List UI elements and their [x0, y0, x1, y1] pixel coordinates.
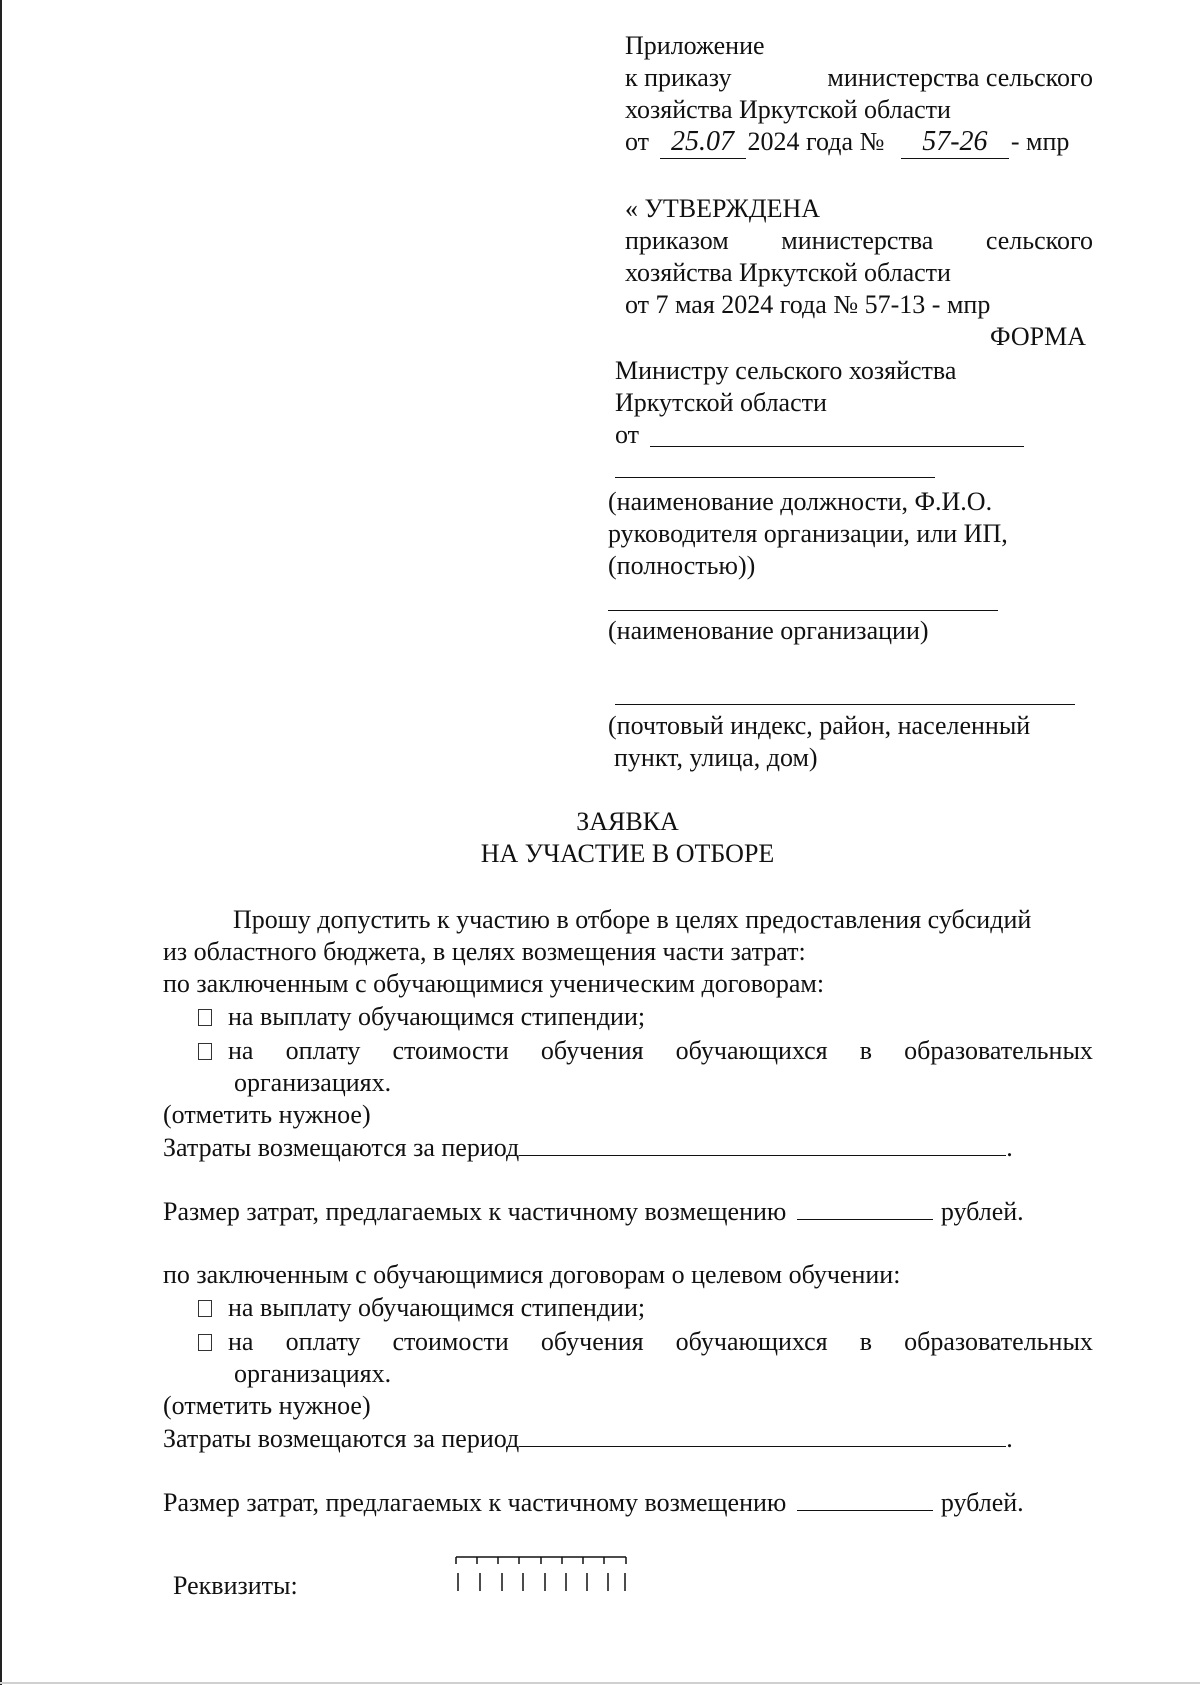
section1-amount [163, 1195, 1024, 1228]
appendix-date-prefix: от [625, 127, 650, 156]
section2-amount-unit: рублей. [940, 1488, 1024, 1517]
option-word: образовательных [904, 1327, 1093, 1356]
section1-period-end: . [1006, 1133, 1013, 1162]
appendix-number-suffix: - мпр [1010, 127, 1070, 156]
section2-amount-field[interactable] [797, 1486, 933, 1511]
appendix-date-suffix: 2024 года № [747, 127, 885, 156]
section1-period-field[interactable] [519, 1131, 1006, 1156]
form-label: ФОРМА [990, 322, 1086, 351]
requisites-cells-graphic [455, 1555, 627, 1593]
appendix-title: Приложение [625, 31, 765, 60]
option-word: обучения [540, 1036, 644, 1065]
section2-amount-label: Размер затрат, предлагаемых к частичному возмещению [163, 1488, 787, 1517]
hint-organization: (наименование организации) [608, 616, 929, 645]
section1-option2-cont: организациях. [234, 1068, 392, 1097]
section1-option2-line [198, 1035, 1093, 1067]
section2-option1[interactable] [198, 1292, 645, 1324]
handwritten-order-number: 57-26 [901, 126, 1009, 159]
section1-amount-label: Размер затрат, предлагаемых к частичному возмещению [163, 1197, 787, 1226]
approved-line1-mid: министерства [781, 226, 934, 255]
hint-address-1: (почтовый индекс, район, населенный [608, 711, 1031, 740]
application-heading-line1: ЗАЯВКА [576, 807, 679, 836]
section2-period-end: . [1006, 1424, 1013, 1453]
appendix-line1-left: к приказу [625, 63, 732, 92]
section1-option1[interactable] [198, 1001, 645, 1033]
section1-mark-hint: (отметить нужное) [163, 1100, 371, 1129]
section1-option2[interactable] [198, 1035, 1093, 1067]
from-name-field-line[interactable] [650, 446, 1024, 447]
hint-address-2: пункт, улица, дом) [614, 743, 818, 772]
option-word: в [859, 1036, 873, 1065]
section1-option2-checkbox[interactable] [198, 1043, 212, 1060]
option-word: стоимости [392, 1327, 509, 1356]
section1-period-label: Затраты возмещаются за период [163, 1133, 520, 1162]
option-word: стоимости [392, 1036, 509, 1065]
option-word: в [859, 1327, 873, 1356]
scan-edge-bottom [0, 1682, 1200, 1684]
section2-period-field[interactable] [519, 1422, 1006, 1447]
section2-option2-line [198, 1326, 1093, 1358]
section2-option1-checkbox[interactable] [198, 1300, 212, 1317]
scan-edge-left [0, 0, 2, 1685]
section2-period-label: Затраты возмещаются за период [163, 1424, 520, 1453]
section2-period [163, 1422, 1013, 1455]
appendix-date-line [625, 126, 1069, 159]
intro-line1: Прошу допустить к участию в отборе в целях предоставления субсидий [233, 905, 1032, 934]
organization-field-line[interactable] [608, 610, 998, 611]
from-name-field-line-2[interactable] [615, 477, 935, 478]
section1-option2-first [198, 1035, 253, 1067]
approved-line1-right: сельского [985, 226, 1093, 255]
hint-person-1: (наименование должности, Ф.И.О. [608, 487, 993, 516]
hint-person-3: (полностью)) [608, 551, 756, 580]
option-word: оплату [285, 1036, 361, 1065]
option-word: обучения [540, 1327, 644, 1356]
application-heading-line2: НА УЧАСТИЕ В ОТБОРЕ [480, 839, 775, 868]
section2-option2-checkbox[interactable] [198, 1334, 212, 1351]
option-word: на [228, 1327, 254, 1356]
section1-title: по заключенным с обучающимися ученическим договорам: [163, 969, 825, 998]
section2-option2-first [198, 1326, 253, 1358]
section1-amount-field[interactable] [797, 1195, 933, 1220]
approved-line1 [625, 225, 1093, 257]
section2-mark-hint: (отметить нужное) [163, 1391, 371, 1420]
section2-amount [163, 1486, 1024, 1519]
section2-title: по заключенным с обучающимися договорам о целевом обучении: [163, 1260, 901, 1289]
section1-period [163, 1131, 1013, 1164]
appendix-line1-right: министерства сельского [827, 63, 1093, 92]
section2-option2-cont: организациях. [234, 1359, 392, 1388]
option-word: оплату [285, 1327, 361, 1356]
section1-option1-label: на выплату обучающимся стипендии; [228, 1002, 646, 1031]
address-field-line[interactable] [615, 704, 1075, 705]
section2-option2[interactable] [198, 1326, 1093, 1358]
intro-line2: из областного бюджета, в целях возмещения части затрат: [163, 937, 806, 966]
approved-line1-left: приказом [625, 226, 729, 255]
hint-person-2: руководителя организации, или ИП, [608, 519, 1008, 548]
addressee-line2: Иркутской области [615, 388, 827, 417]
appendix-line1 [625, 62, 1093, 94]
approved-line3: от 7 мая 2024 года № 57-13 - мпр [625, 290, 991, 319]
section1-amount-unit: рублей. [940, 1197, 1024, 1226]
section1-option1-checkbox[interactable] [198, 1009, 212, 1026]
addressee-from-prefix: от [615, 420, 640, 449]
addressee-line1: Министру сельского хозяйства [615, 356, 957, 385]
option-word: на [228, 1036, 254, 1065]
requisites-label: Реквизиты: [173, 1571, 298, 1600]
section2-option1-label: на выплату обучающимся стипендии; [228, 1293, 646, 1322]
option-word: образовательных [904, 1036, 1093, 1065]
appendix-line2: хозяйства Иркутской области [625, 95, 951, 124]
handwritten-date: 25.07 [660, 126, 746, 159]
approved-line2: хозяйства Иркутской области [625, 258, 951, 287]
approved-title: « УТВЕРЖДЕНА [625, 194, 821, 223]
option-word: обучающихся [675, 1036, 828, 1065]
option-word: обучающихся [675, 1327, 828, 1356]
requisites-cells[interactable] [455, 1555, 627, 1593]
